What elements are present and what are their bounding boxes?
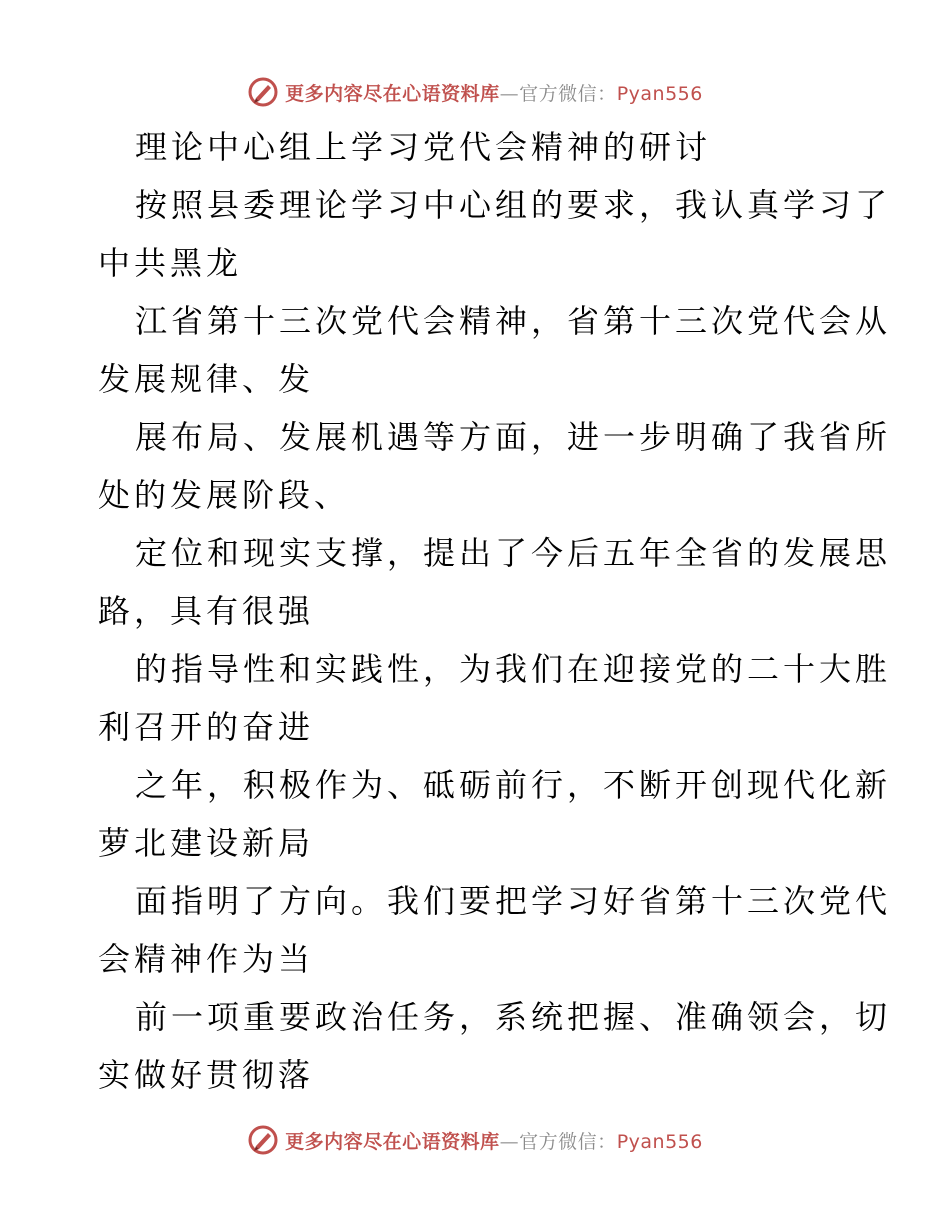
text-line: 实做好贯彻落 xyxy=(98,1056,315,1094)
text-line: 发展规律、发 xyxy=(98,360,315,398)
watermark-wechat-label: 官方微信： xyxy=(519,82,617,105)
watermark-header xyxy=(0,72,950,112)
watermark-footer xyxy=(0,1120,950,1160)
text-line: 的指导性和实践性，为我们在迎接党的二十大胜 xyxy=(135,650,892,688)
text-line: 利召开的奋进 xyxy=(98,708,315,746)
watermark-wechat-label: 官方微信： xyxy=(519,1130,617,1153)
text-line: 处的发展阶段、 xyxy=(98,476,351,514)
text-line: 江省第十三次党代会精神，省第十三次党代会从 xyxy=(135,302,892,340)
pen-logo-icon xyxy=(247,1124,279,1156)
watermark-brand: 更多内容尽在心语资料库 xyxy=(285,82,500,105)
text-line: 路，具有很强 xyxy=(98,592,315,630)
text-line: 之年，积极作为、砥砺前行，不断开创现代化新 xyxy=(135,766,892,804)
document-title: 理论中心组上学习党代会精神的研讨 xyxy=(135,128,712,166)
document-body xyxy=(98,118,892,1104)
text-line: 中共黑龙 xyxy=(98,244,243,282)
text-line: 萝北建设新局 xyxy=(98,824,315,862)
text-line: 按照县委理论学习中心组的要求，我认真学习了 xyxy=(135,186,892,224)
watermark-dash: — xyxy=(499,1130,520,1153)
pen-logo-icon xyxy=(247,76,279,108)
watermark-brand: 更多内容尽在心语资料库 xyxy=(285,1130,500,1153)
text-line: 会精神作为当 xyxy=(98,940,315,978)
text-line: 前一项重要政治任务，系统把握、准确领会，切 xyxy=(135,998,892,1036)
watermark-dash: — xyxy=(499,82,520,105)
text-line: 面指明了方向。我们要把学习好省第十三次党代 xyxy=(135,882,892,920)
watermark-account: Pyan556 xyxy=(616,1130,703,1153)
text-line: 定位和现实支撑，提出了今后五年全省的发展思 xyxy=(135,534,892,572)
text-line: 展布局、发展机遇等方面，进一步明确了我省所 xyxy=(135,418,892,456)
watermark-account: Pyan556 xyxy=(616,82,703,105)
